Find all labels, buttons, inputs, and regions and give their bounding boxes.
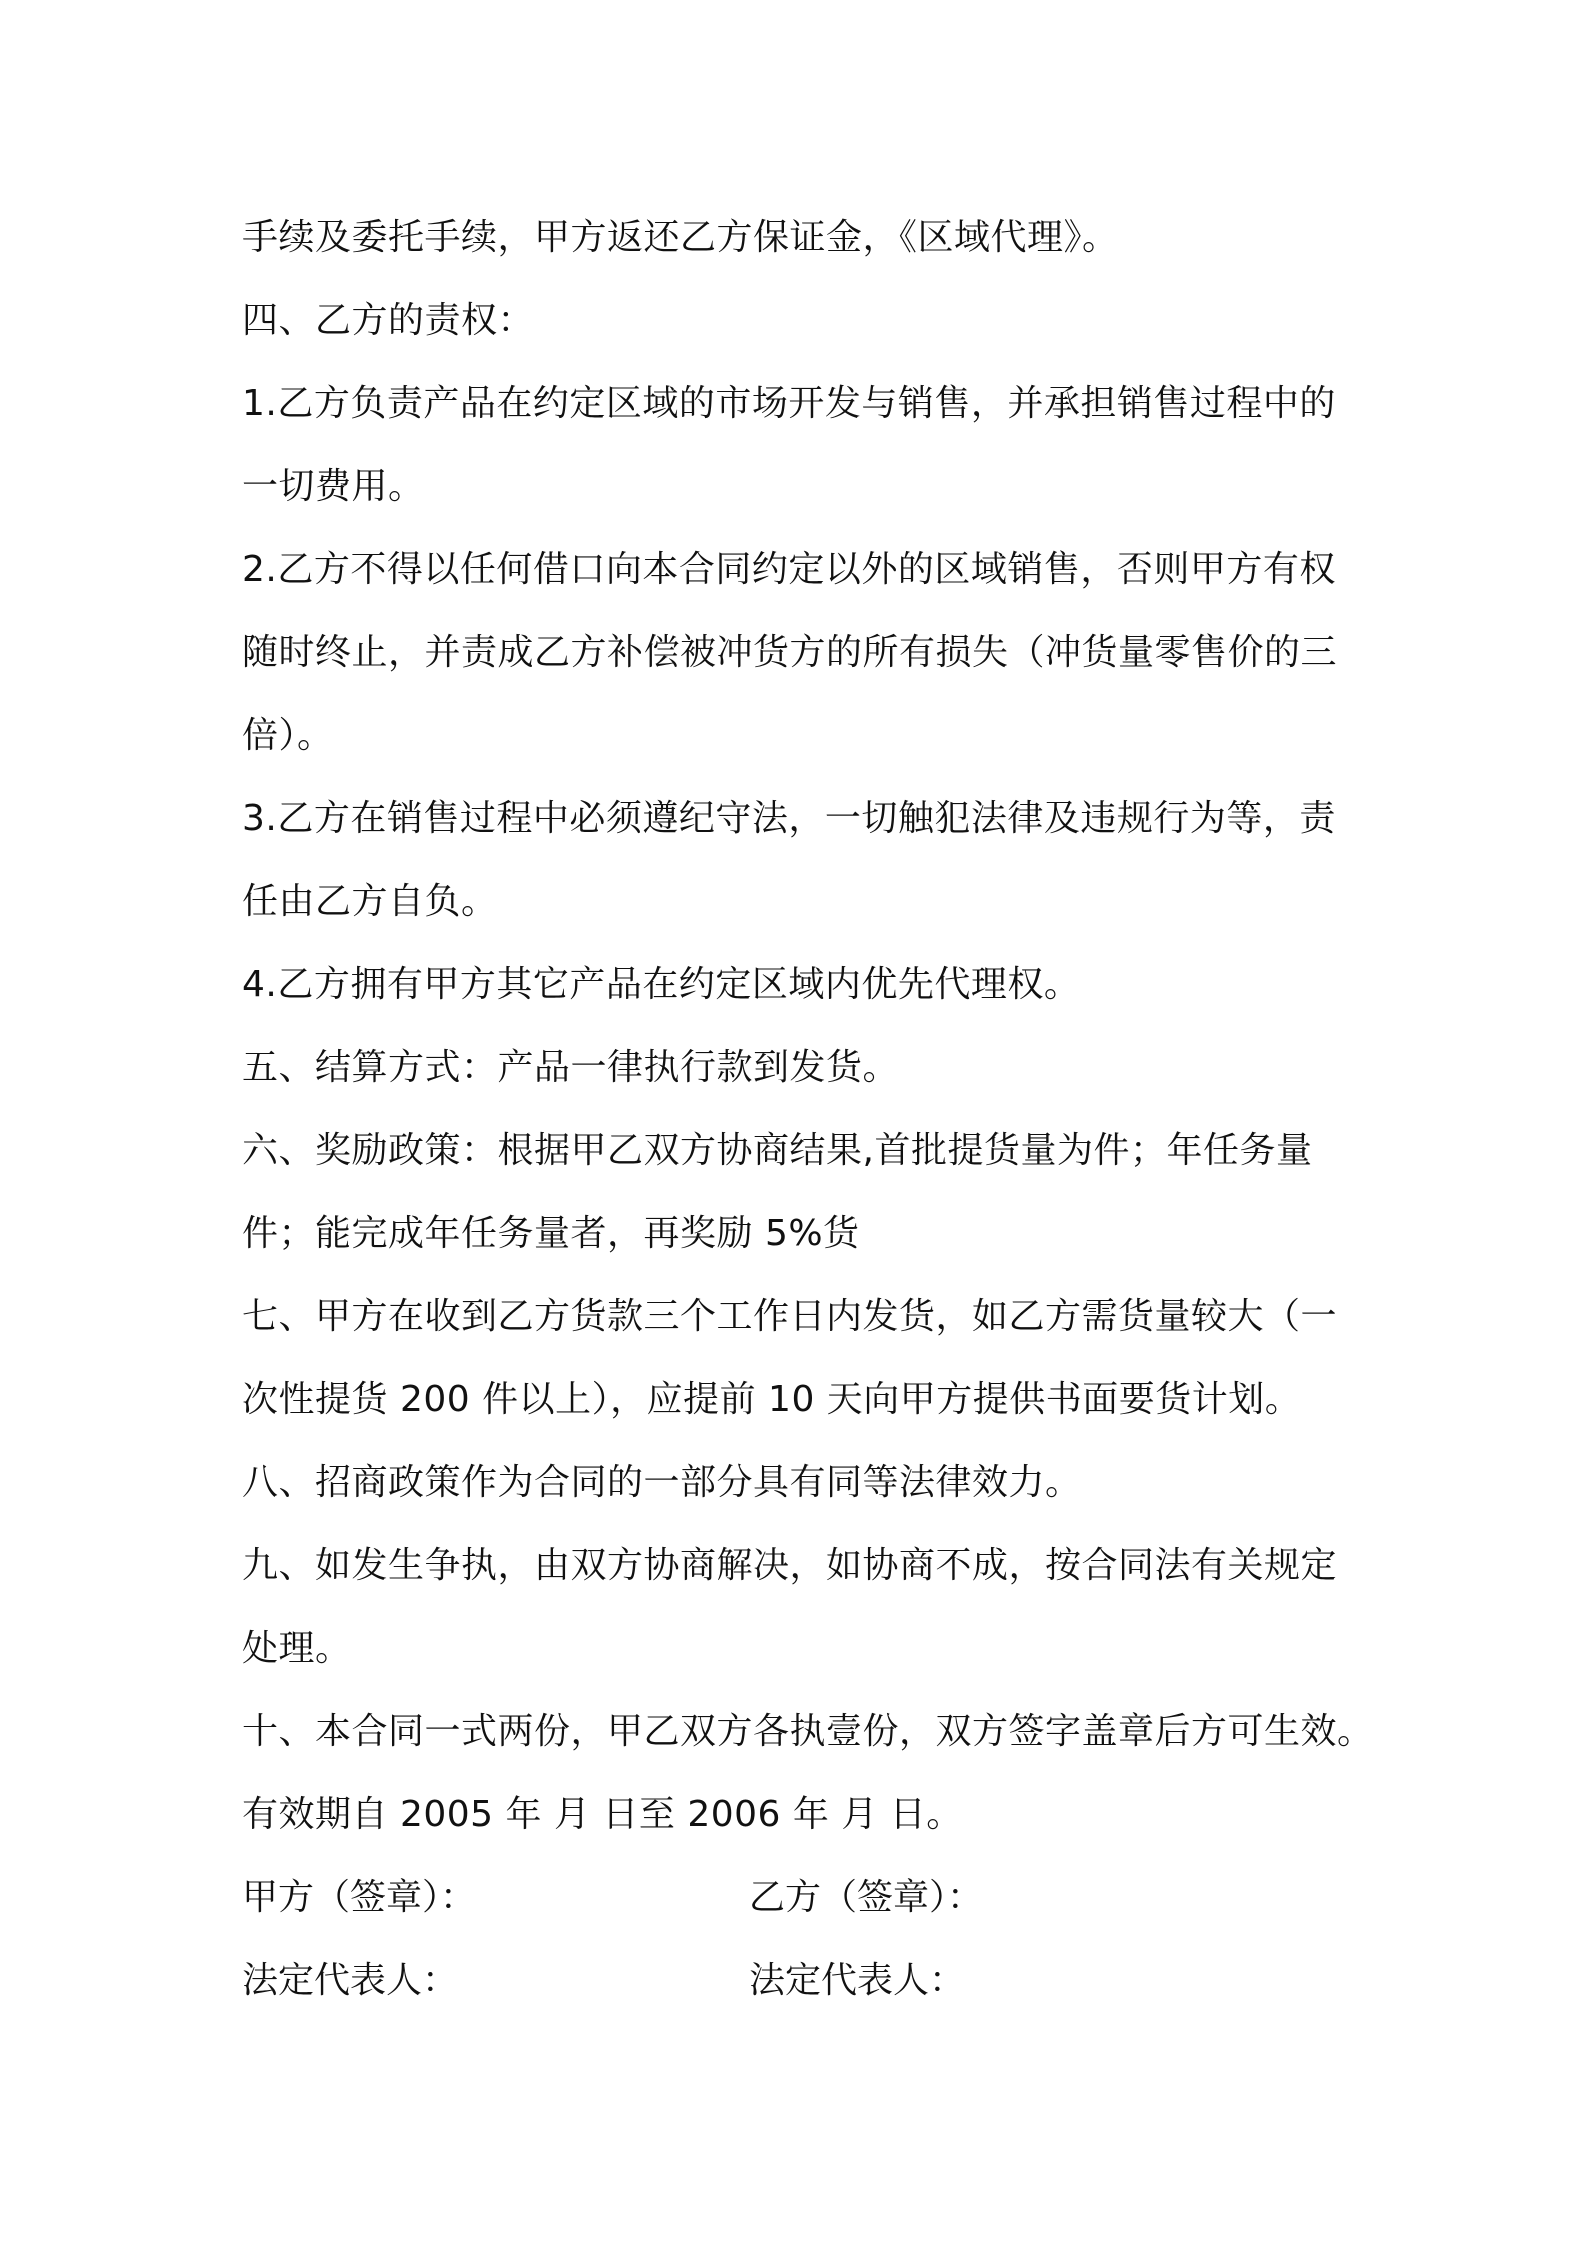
party-a-seal-label: 甲方（签章）：: [242, 1877, 477, 1918]
paragraph-line: 手续及委托手续，甲方返还乙方保证金，《区域代理》。: [242, 217, 1119, 258]
paragraph-line: 1.乙方负责产品在约定区域的市场开发与销售，并承担销售过程中的: [242, 383, 1336, 424]
paragraph-line: 件；能完成年任务量者，再奖励 5%货: [242, 1213, 860, 1254]
section-heading: 四、乙方的责权：: [242, 300, 535, 341]
paragraph-line: 次性提货 200 件以上），应提前 10 天向甲方提供书面要货计划。: [242, 1379, 1302, 1420]
signature-row-seal: [242, 1856, 1362, 1939]
paragraph-line: 2.乙方不得以任何借口向本合同约定以外的区域销售，否则甲方有权: [242, 549, 1336, 590]
section-heading: 十、本合同一式两份，甲乙双方各执壹份，双方签字盖章后方可生效。: [242, 1711, 1374, 1752]
signature-row-representative: [242, 1939, 1362, 2022]
paragraph-line: 4.乙方拥有甲方其它产品在约定区域内优先代理权。: [242, 964, 1081, 1005]
paragraph-line: 任由乙方自负。: [242, 881, 498, 922]
section-heading: 六、奖励政策：根据甲乙双方协商结果,首批提货量为件；年任务量: [242, 1130, 1313, 1171]
paragraph-line: 随时终止，并责成乙方补偿被冲货方的所有损失（冲货量零售价的三: [242, 632, 1338, 673]
section-heading: 八、招商政策作为合同的一部分具有同等法律效力。: [242, 1462, 1082, 1503]
party-b-seal-label: 乙方（签章）：: [749, 1877, 984, 1918]
paragraph-line: 3.乙方在销售过程中必须遵纪守法，一切触犯法律及违规行为等，责: [242, 798, 1336, 839]
paragraph-line: 倍）。: [242, 715, 334, 756]
paragraph-line: 一切费用。: [242, 466, 425, 507]
party-a-representative-label: 法定代表人：: [242, 1960, 459, 2001]
section-heading: 九、如发生争执，由双方协商解决，如协商不成，按合同法有关规定: [242, 1545, 1338, 1586]
party-b-representative-label: 法定代表人：: [749, 1960, 966, 2001]
section-heading: 七、甲方在收到乙方货款三个工作日内发货，如乙方需货量较大（一: [242, 1296, 1338, 1337]
section-heading: 五、结算方式：产品一律执行款到发货。: [242, 1047, 900, 1088]
validity-period: 有效期自 2005 年 月 日至 2006 年 月 日。: [242, 1794, 963, 1835]
contract-body: [242, 196, 1374, 2022]
paragraph-line: 处理。: [242, 1628, 352, 1669]
